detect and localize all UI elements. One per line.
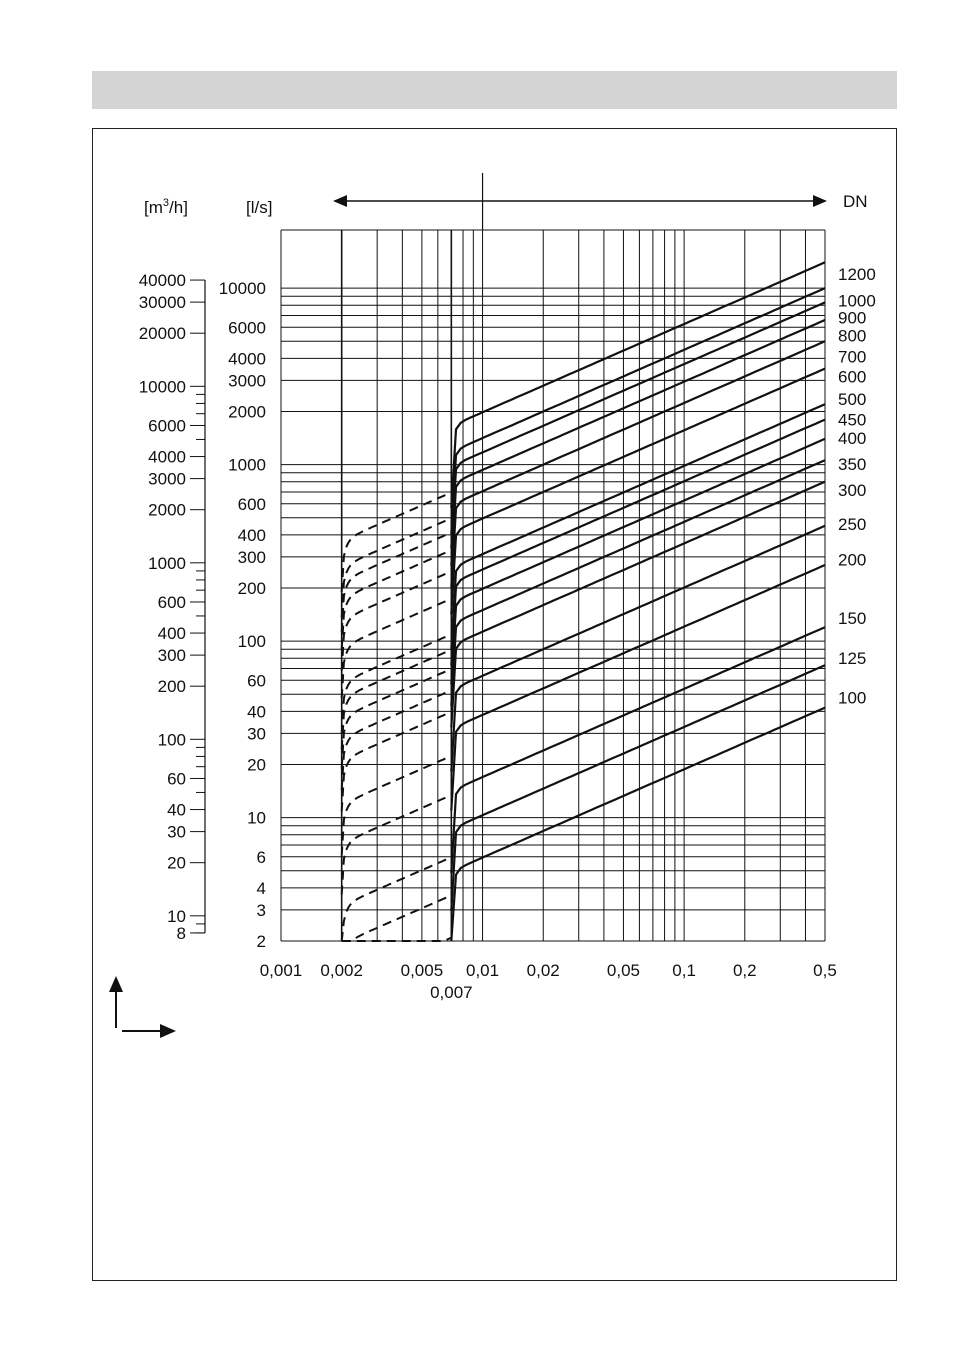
m3h-tick-label: 10000	[138, 377, 186, 397]
dn-curve-100	[451, 708, 825, 941]
m3h-tick-label: 100	[157, 730, 186, 750]
x-tick-label: 0,5	[813, 961, 837, 980]
m3h-tick-label: 40	[167, 800, 186, 820]
m3h-tick-label: 40000	[138, 271, 186, 291]
dn-value-label: 250	[838, 515, 867, 535]
dn-curve-dashed-350	[342, 690, 452, 790]
m3h-tick-label: 400	[157, 624, 186, 644]
ls-tick-label: 4000	[228, 349, 266, 369]
ls-tick-label: 400	[237, 525, 266, 545]
ls-tick-label: 2	[256, 932, 266, 951]
dn-value-label: 350	[838, 454, 867, 474]
dn-value-label: 500	[838, 390, 867, 410]
m3h-tick-label: 20	[167, 853, 186, 873]
m3h-tick-label: 6000	[148, 416, 186, 436]
dn-curve-dashed-450	[342, 650, 452, 750]
ls-tick-label: 600	[237, 494, 266, 514]
m3h-tick-label: 1000	[148, 553, 186, 573]
m3h-tick-label: 200	[157, 677, 186, 697]
dn-value-label: 125	[838, 649, 867, 669]
ls-tick-label: 1000	[228, 455, 266, 475]
m3h-tick-label: 30000	[138, 293, 186, 313]
ls-tick-label: 60	[247, 671, 266, 691]
dn-value-label: 800	[838, 326, 867, 346]
ls-tick-label: 40	[247, 702, 266, 722]
dn-arrow-right-head	[813, 195, 827, 207]
dn-curve-900	[451, 302, 825, 548]
dn-value-label: 600	[838, 367, 867, 387]
x-tick-label: 0,005	[400, 961, 444, 980]
ls-tick-label: 20	[247, 755, 266, 775]
dn-curves	[342, 262, 825, 941]
dn-value-label: 1000	[838, 291, 876, 311]
dn-curve-dashed-125	[342, 895, 452, 941]
ls-unit-label: [l/s]	[246, 198, 273, 217]
m3h-unit-label: $[m^3/h]$	[144, 197, 188, 217]
dn-label: DN	[843, 192, 868, 211]
corner-right-arrow-head	[160, 1024, 176, 1038]
m3h-tick-label: 10	[167, 906, 186, 926]
dn-value-label: 100	[838, 688, 867, 708]
ls-tick-label: 4	[256, 878, 266, 898]
corner-up-arrow-head	[109, 976, 123, 992]
dn-value-label: 700	[838, 347, 867, 367]
x-tick-label: 0,01	[466, 961, 500, 980]
dn-curve-dashed-800	[342, 550, 452, 650]
ls-tick-label: 2000	[228, 402, 266, 422]
m3h-tick-label: 8	[176, 923, 186, 943]
dn-curve-1000	[451, 288, 825, 534]
dn-value-label: 200	[838, 550, 867, 570]
ls-tick-label: 3	[256, 900, 266, 920]
x-tick-label-extra: 0,007	[430, 983, 473, 1002]
x-tick-label: 0,1	[672, 961, 696, 980]
ls-tick-label: 3000	[228, 371, 266, 391]
dn-arrow-left-head	[333, 195, 347, 207]
x-tick-label: 0,2	[732, 961, 757, 980]
m3h-tick-label: 3000	[148, 469, 186, 489]
ls-tick-label: 100	[237, 632, 266, 652]
m3h-tick-label: 2000	[148, 500, 186, 520]
x-tick-label: 0,001	[259, 961, 303, 980]
dn-value-label: 450	[838, 410, 867, 430]
dn-curve-125	[451, 665, 825, 911]
dn-value-label: 150	[838, 609, 867, 629]
ls-tick-label: 300	[237, 547, 266, 567]
ls-tick-label: 10000	[218, 279, 266, 299]
dn-curve-dashed-250	[342, 756, 452, 856]
m3h-tick-label: 60	[167, 769, 186, 789]
dn-value-label: 900	[838, 308, 867, 328]
dn-curve-dashed-700	[342, 571, 452, 671]
ls-tick-label: 6000	[228, 318, 266, 338]
dn-value-label: 1200	[838, 265, 876, 285]
ls-tick-label: 200	[237, 579, 266, 598]
x-tick-label: 0,002	[320, 961, 363, 980]
ls-tick-label: 30	[247, 724, 266, 744]
m3h-tick-label: 300	[157, 646, 186, 666]
dn-curve-200	[451, 565, 825, 811]
dn-value-label: 400	[838, 428, 867, 448]
ls-tick-label: 6	[256, 847, 266, 867]
dn-curve-dashed-150	[342, 857, 452, 941]
x-tick-label: 0,02	[526, 961, 560, 980]
dn-curve-dashed-900	[342, 533, 452, 633]
m3h-tick-label: 600	[157, 592, 186, 612]
m3h-tick-label: 20000	[138, 324, 186, 344]
x-tick-label: 0,05	[606, 961, 640, 980]
m3h-tick-label: 4000	[148, 447, 186, 467]
ls-tick-label: 10	[247, 808, 266, 828]
dn-curve-800	[451, 320, 825, 566]
m3h-tick-label: 30	[167, 822, 186, 842]
dn-value-label: 300	[838, 480, 867, 500]
